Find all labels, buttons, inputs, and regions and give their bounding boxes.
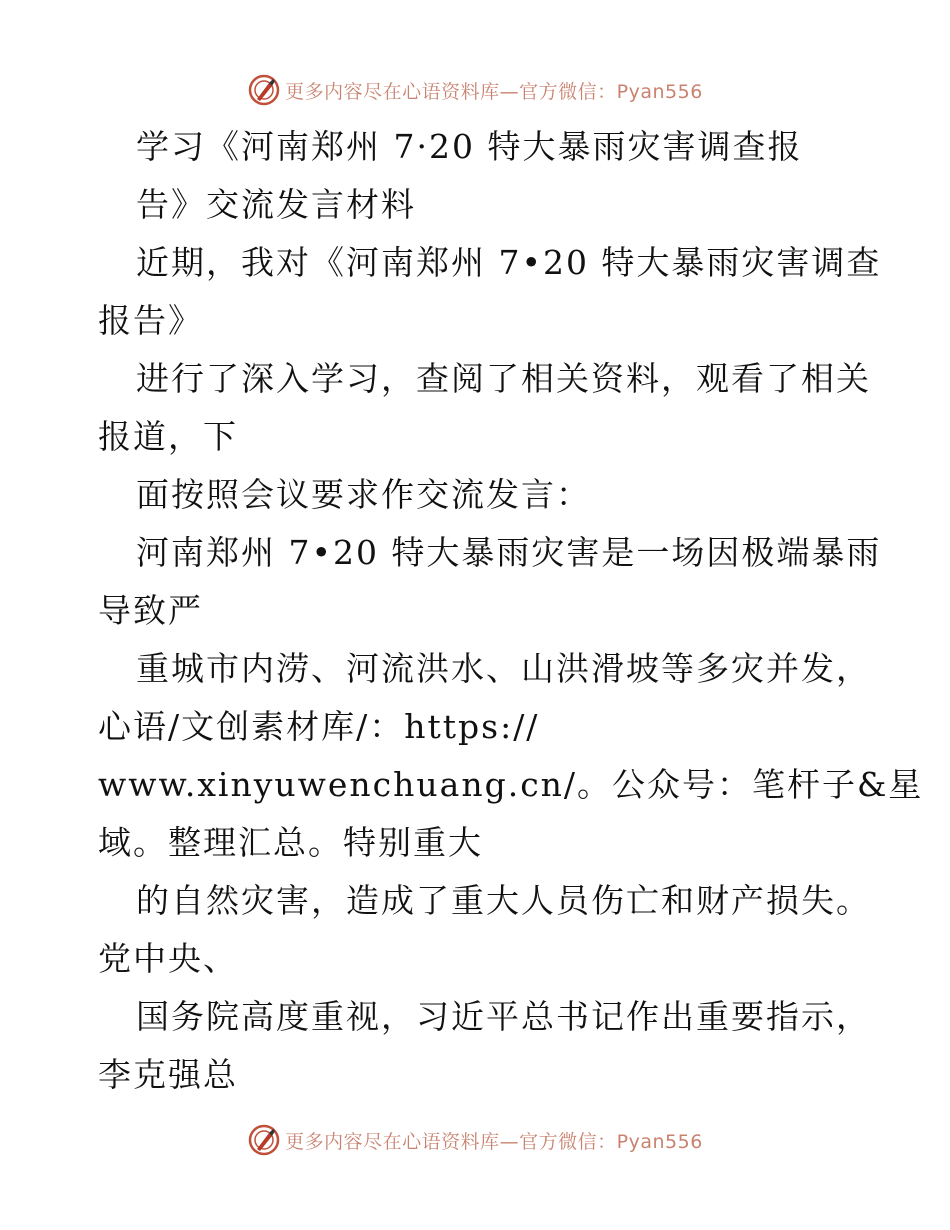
text-line: 面按照会议要求作交流发言： — [136, 475, 591, 514]
text-line: 报道，下 — [98, 417, 238, 456]
text-line: 党中央、 — [98, 939, 238, 978]
text-line: 告》交流发言材料 — [136, 185, 416, 224]
banner-text: 更多内容尽在心语资料库—官方微信：Pyan556 — [285, 1130, 703, 1153]
text-line: 河南郑州 7•20 特大暴雨灾害是一场因极端暴雨 — [136, 533, 882, 572]
text-line: 报告》 — [98, 301, 203, 340]
text-line: 心语/文创素材库/：https:// — [98, 707, 540, 746]
text-line: 学习《河南郑州 7·20 特大暴雨灾害调查报 — [136, 127, 803, 166]
document-body — [98, 118, 924, 1104]
text-line: 李克强总 — [98, 1055, 238, 1094]
text-line: 导致严 — [98, 591, 203, 630]
banner-text: 更多内容尽在心语资料库—官方微信：Pyan556 — [285, 80, 703, 103]
pen-nib-circle-icon — [247, 73, 281, 107]
text-line: 域。整理汇总。特别重大 — [98, 823, 483, 862]
text-line: 的自然灾害，造成了重大人员伤亡和财产损失。 — [136, 881, 871, 920]
text-line: 进行了深入学习，查阅了相关资料，观看了相关 — [136, 359, 871, 398]
text-line: www.xinyuwenchuang.cn/。公众号：笔杆子&星 — [98, 765, 924, 804]
text-line: 近期，我对《河南郑州 7•20 特大暴雨灾害调查 — [136, 243, 882, 282]
text-line: 重城市内涝、河流洪水、山洪滑坡等多灾并发， — [136, 649, 871, 688]
header-banner — [0, 70, 950, 110]
text-line: 国务院高度重视，习近平总书记作出重要指示， — [136, 997, 871, 1036]
pen-nib-circle-icon — [247, 1123, 281, 1157]
footer-banner — [0, 1120, 950, 1160]
